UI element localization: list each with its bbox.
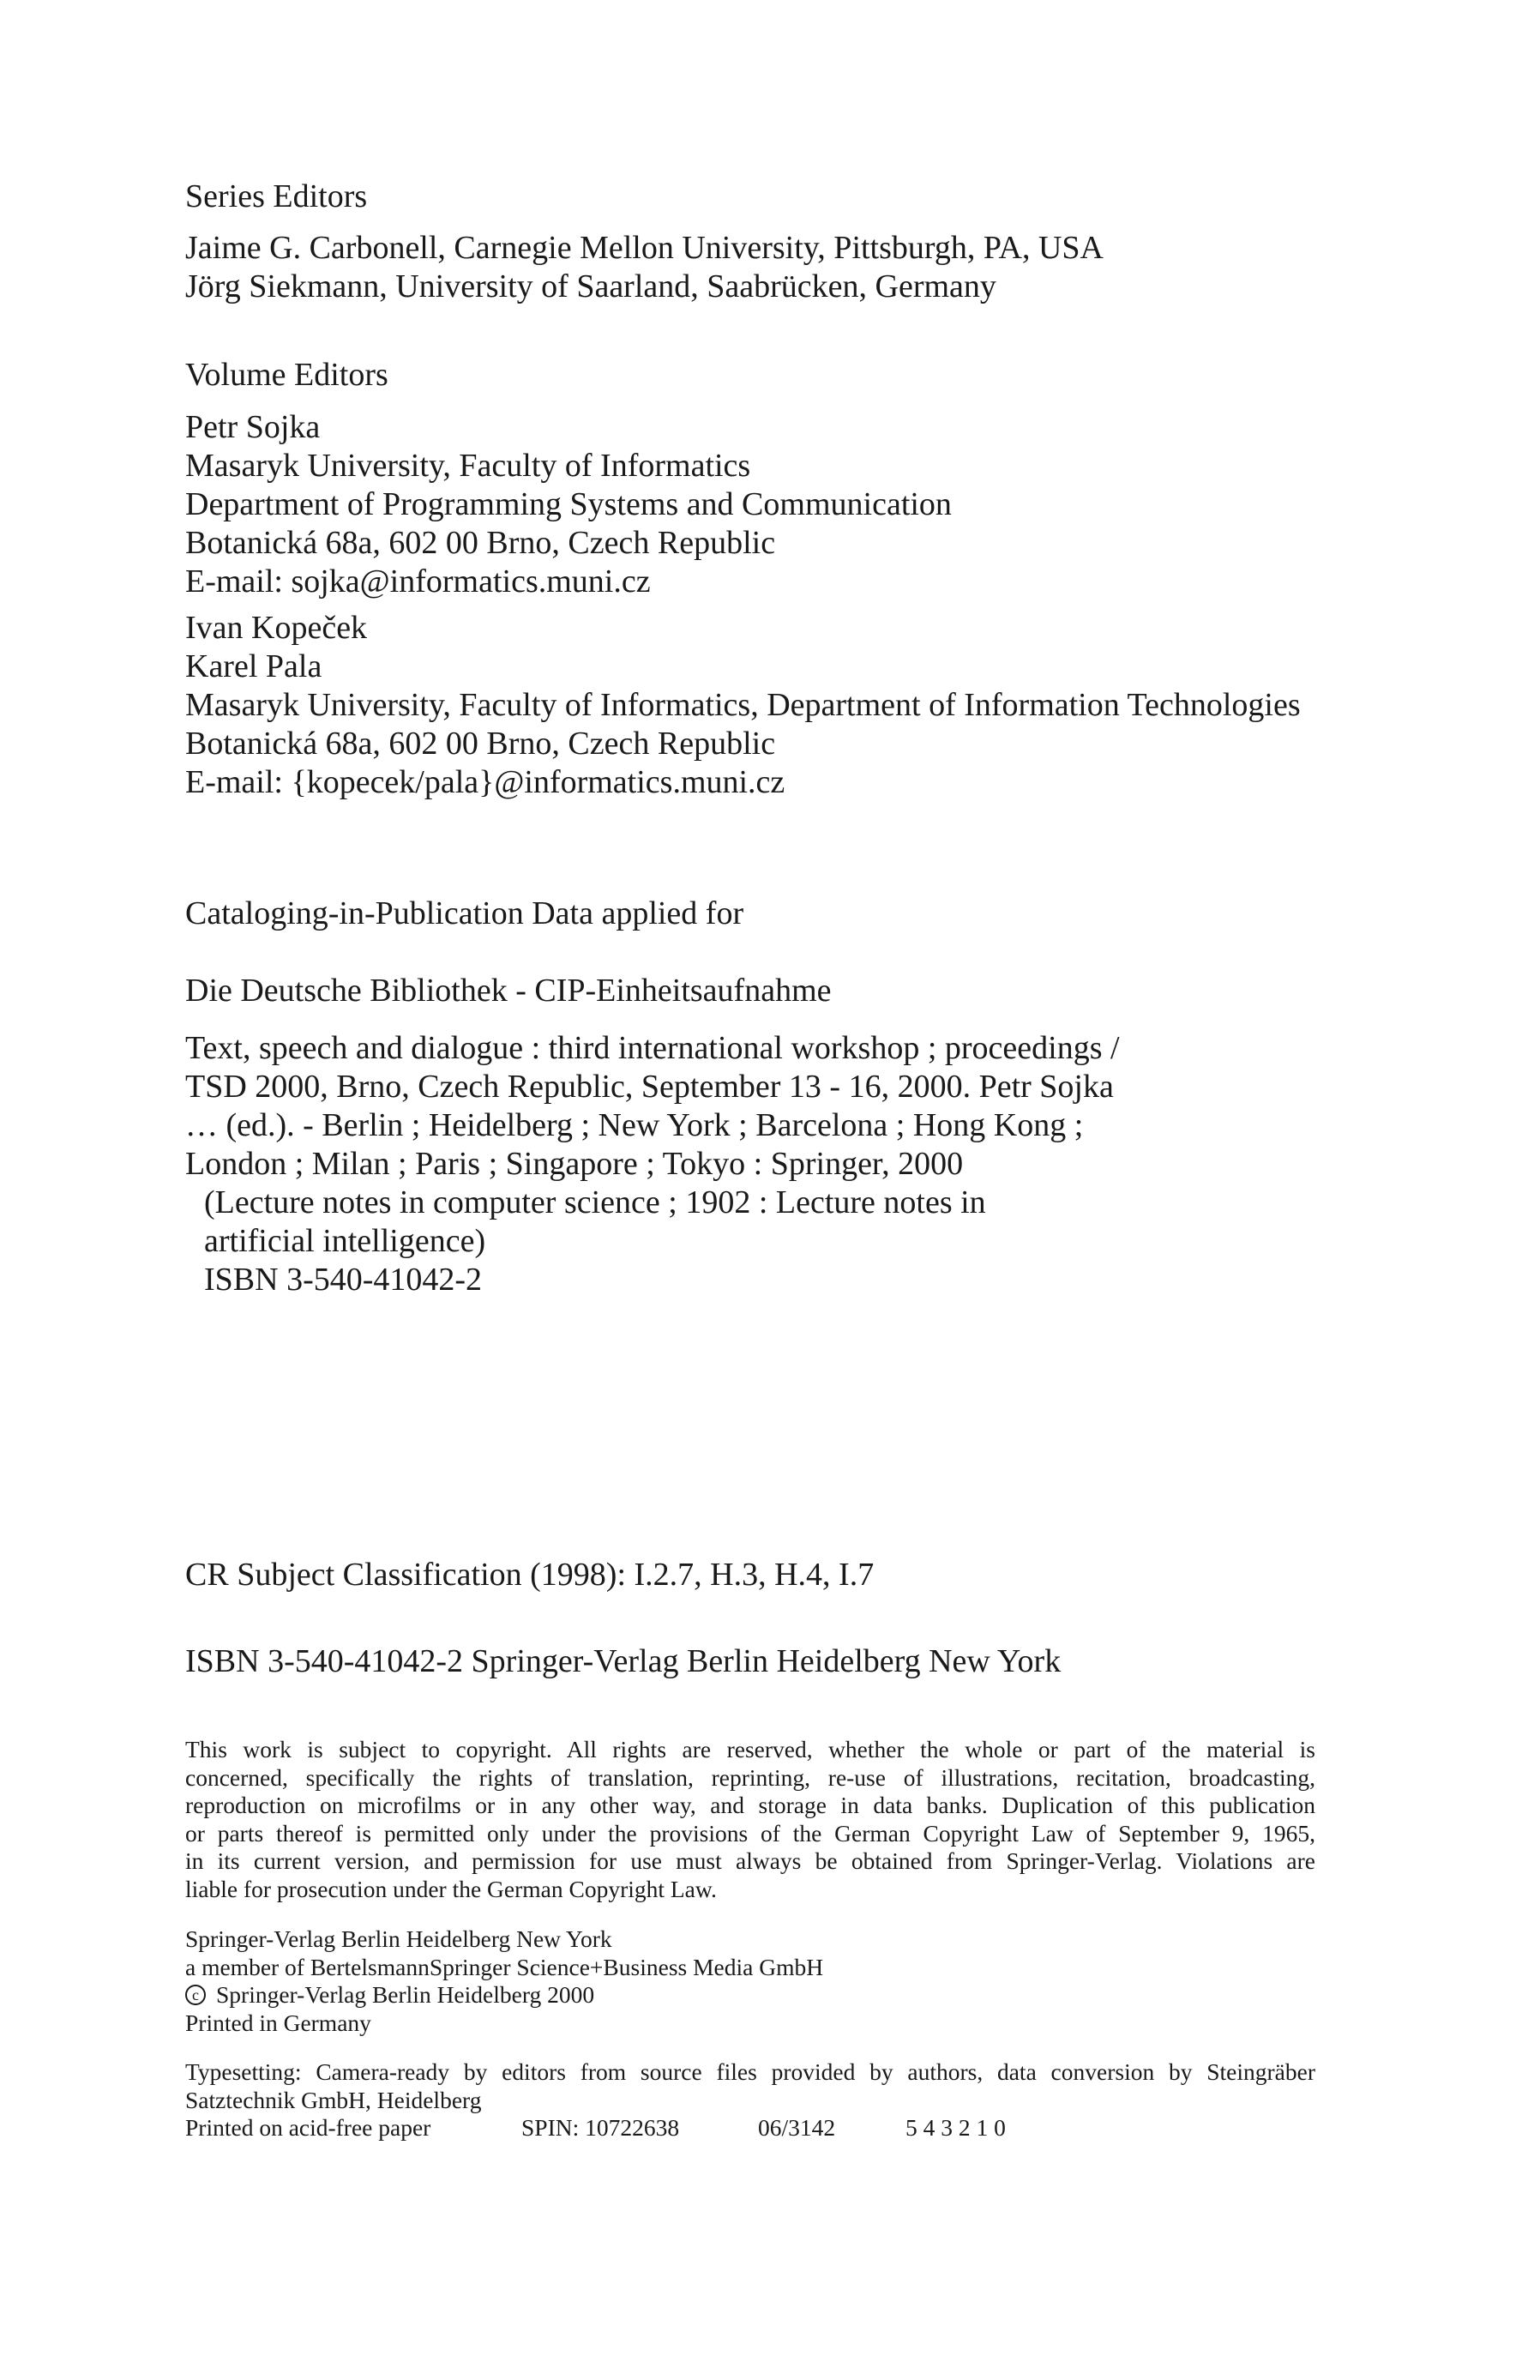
series-editors-list xyxy=(185,229,1104,306)
isbn-line: ISBN 3-540-41042-2 Springer-Verlag Berlin Heidelberg New York xyxy=(185,1643,1062,1679)
email-address: E-mail: {kopecek/pala}@informatics.muni.cz xyxy=(185,764,785,800)
email-address: E-mail: sojka@informatics.muni.cz xyxy=(185,563,651,600)
volume-editor-sojka: Petr Sojka Masaryk University, Faculty of Informatics Department of Programming Systems and Communication Botanická 68a, 602 00 Brno, Czech Republic E-mail: sojka@informatics.muni.cz xyxy=(185,409,952,600)
typesetting-note: Typesetting: Camera-ready by editors from source files provided by authors, data conversion by Steingräber Satztechnik GmbH, Heidelberg xyxy=(185,2058,1315,2113)
cip-library: Die Deutsche Bibliothek - CIP-Einheitsaufnahme xyxy=(185,973,832,1009)
cip-applied: Cataloging-in-Publication Data applied for xyxy=(185,895,744,931)
publisher-name: Springer-Verlag Berlin Heidelberg New York xyxy=(185,1925,612,1952)
publisher-block xyxy=(185,1925,823,2037)
volume-editors-heading: Volume Editors xyxy=(185,357,388,393)
cip-entry: Text, speech and dialogue : third international workshop ; proceedings / TSD 2000, Brno, Czech Republic, September 13 - 16, 2000. Petr Sojka … (ed.). - Berlin ; Heidelberg ; New York ; Barcelona ; Hong Kong ; London ; Milan ; Paris ; Singapore ; Tokyo : Springer, 2000 (Lecture notes in computer science ; 1902 : Lecture notes in artificial intelligence) ISBN 3-540-41042-2 xyxy=(185,1030,1120,1298)
series-editor: Jaime G. Carbonell, Carnegie Mellon University, Pittsburgh, PA, USA xyxy=(185,230,1104,266)
cr-classification: CR Subject Classification (1998): I.2.7, H.3, H.4, I.7 xyxy=(185,1557,875,1593)
acid-free-note: Printed on acid-free paper xyxy=(185,2114,431,2141)
copyright-icon: c xyxy=(185,1985,206,2005)
publisher-member: a member of BertelsmannSpringer Science+Business Media GmbH xyxy=(185,1953,824,1980)
print-code: 06/3142 xyxy=(758,2114,836,2141)
copyright-notice: This work is subject to copyright. All rights are reserved, whether the whole or part of the material is concerned, specifically the rights of translation, reprinting, re-use of illustrations, recitation, broadcasting, reproduction on microfilms or in any other way, and storage in data banks. Duplication of this publication or parts thereof is permitted only under the provisions of the German Copyright Law of September 9, 1965, in its current version, and permission for use must always be obtained from Springer-Verlag. Violations are liable for prosecution under the German Copyright Law. xyxy=(185,1736,1315,1902)
spin-number: SPIN: 10722638 xyxy=(521,2114,680,2141)
printed-in: Printed in Germany xyxy=(185,2009,371,2036)
copyright-line: c Springer-Verlag Berlin Heidelberg 2000 xyxy=(185,1981,823,2009)
print-run: 5 4 3 2 1 0 xyxy=(905,2114,1006,2141)
volume-editors-kopecek-pala: Ivan Kopeček Karel Pala Masaryk University, Faculty of Informatics, Department of Information Technologies Botanická 68a, 602 00 Brno, Czech Republic E-mail: {kopecek/pala}@informatics.muni.cz xyxy=(185,610,1301,800)
print-footer xyxy=(185,2114,1315,2142)
series-editors-heading: Series Editors xyxy=(185,178,368,214)
cip-isbn: ISBN 3-540-41042-2 xyxy=(204,1262,483,1298)
series-editor: Jörg Siekmann, University of Saarland, Saabrücken, Germany xyxy=(185,268,996,304)
